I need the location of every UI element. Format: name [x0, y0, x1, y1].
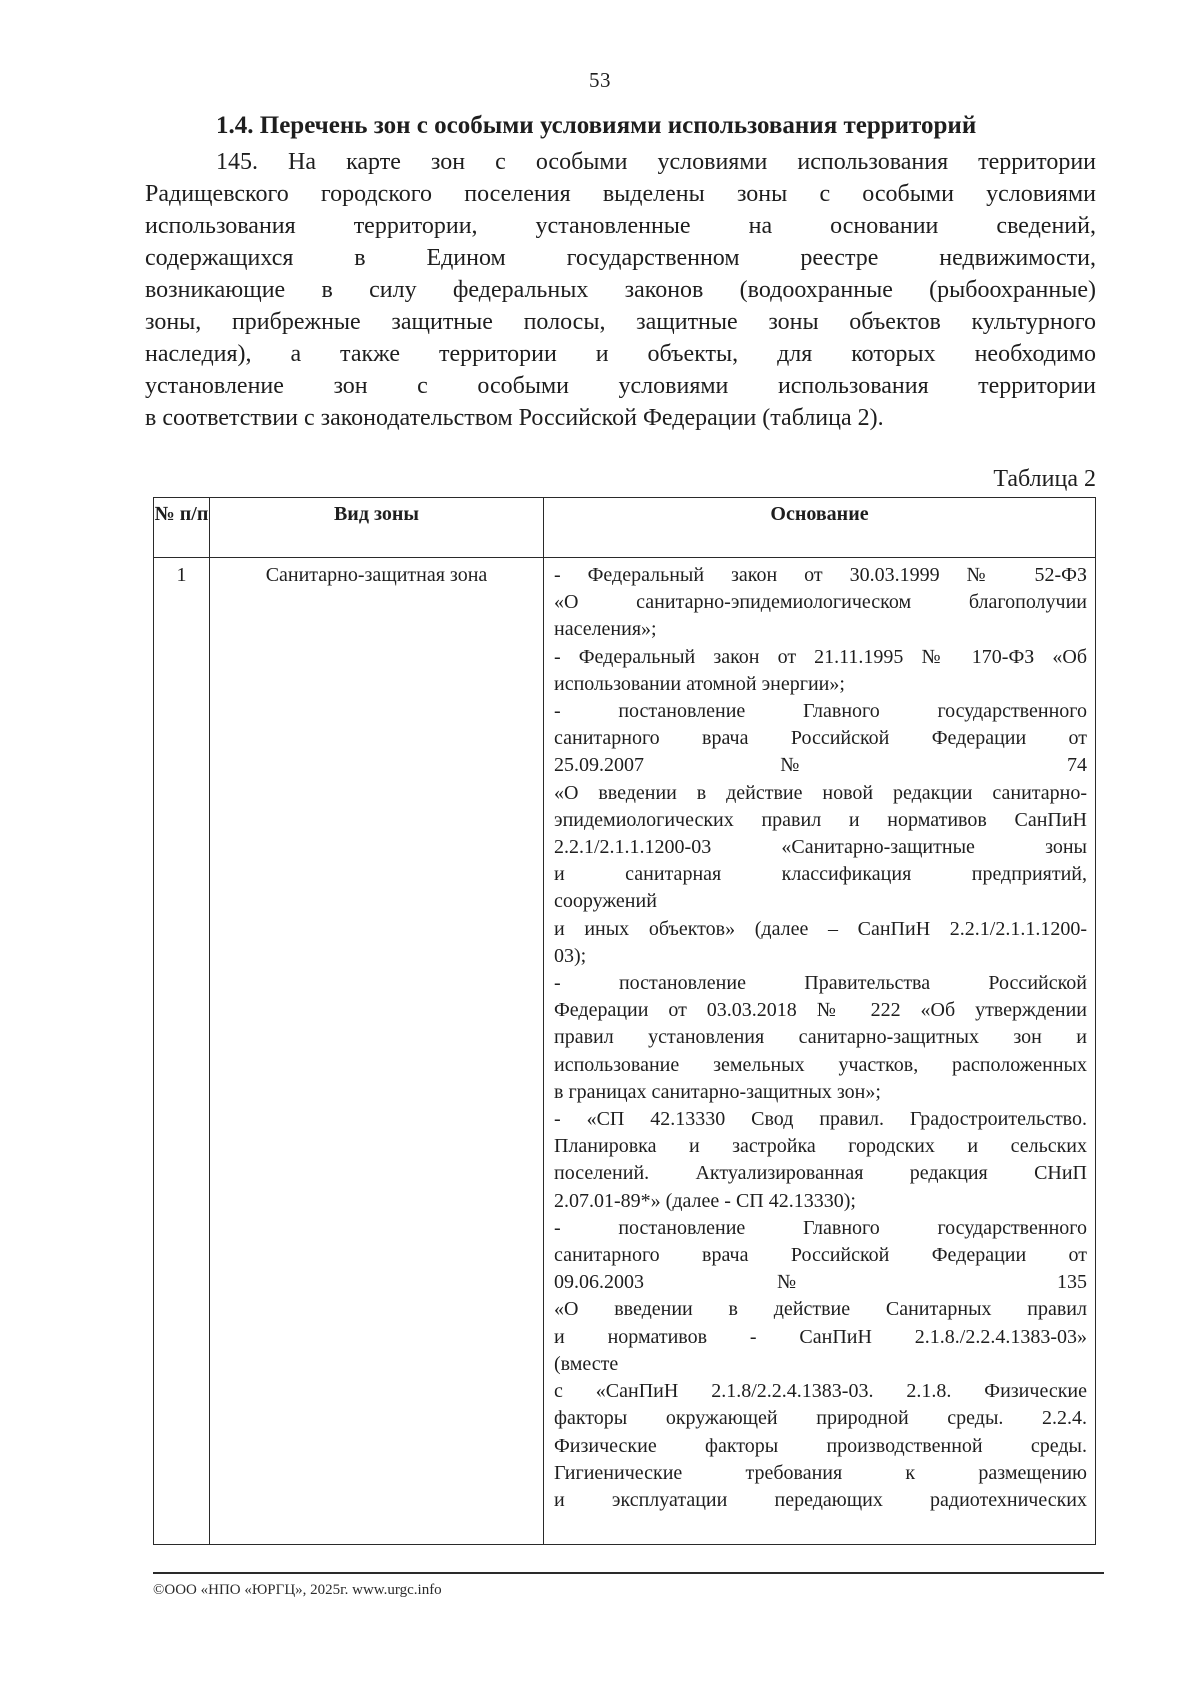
table-header-row — [154, 498, 1096, 558]
basis-line: эпидемиологических правил и нормативов СанПиН — [554, 808, 1087, 831]
basis-line: 2.2.1/2.1.1.1200-03 «Санитарно-защитные зоны — [554, 836, 1087, 859]
table-row — [154, 558, 1096, 1545]
paragraph-line: использования территории, установленные на основании сведений, — [145, 213, 1096, 239]
basis-line: - Федеральный закон от 30.03.1999 № 52-ФЗ — [554, 564, 1087, 586]
basis-line: населения»; — [554, 618, 657, 641]
basis-line: Гигиенические требования к размещению — [554, 1461, 1087, 1484]
basis-line: поселений. Актуализированная редакция СНиП — [554, 1162, 1087, 1185]
basis-line: - «СП 42.13330 Свод правил. Градостроительство. — [554, 1108, 1087, 1131]
basis-line: санитарного врача Российской Федерации от — [554, 727, 1087, 750]
basis-line: Планировка и застройка городских и сельских — [554, 1135, 1087, 1158]
basis-line: (вместе — [554, 1352, 619, 1375]
basis-line: «О санитарно-эпидемиологическом благополучии — [554, 591, 1087, 614]
basis-line: правил установления санитарно-защитных зон и — [554, 1026, 1087, 1049]
paragraph-line: в соответствии с законодательством Российской Федерации (таблица 2). — [145, 405, 884, 431]
footer-copyright: ©ООО «НПО «ЮРГЦ», 2025г. www.urgc.info — [153, 1582, 442, 1598]
basis-line: - постановление Главного государственного — [554, 700, 1087, 723]
basis-line: использовании атомной энергии»; — [554, 672, 845, 695]
row-zone-type: Санитарно-защитная зона — [210, 558, 544, 1545]
basis-line: - постановление Правительства Российской — [554, 972, 1087, 995]
paragraph-line: возникающие в силу федеральных законов (водоохранные (рыбоохранные) — [145, 277, 1096, 303]
section-title: 1.4. Перечень зон с особыми условиями использования территорий — [216, 112, 977, 139]
basis-line: использование земельных участков, расположенных — [554, 1053, 1087, 1076]
basis-line: 09.06.2003 № 135 — [554, 1271, 1087, 1294]
paragraph-line: установление зон с особыми условиями использования территории — [145, 373, 1096, 399]
basis-line: и иных объектов» (далее – СанПиН 2.2.1/2.1.1.1200- — [554, 917, 1087, 940]
basis-line: и нормативов - СанПиН 2.1.8./2.2.4.1383-03» — [554, 1325, 1087, 1348]
basis-line: в границах санитарно-защитных зон»; — [554, 1080, 881, 1103]
header-num: № п/п — [154, 498, 210, 558]
basis-line: Федерации от 03.03.2018 № 222 «Об утверждении — [554, 999, 1087, 1022]
row-basis — [544, 558, 1096, 1545]
page-number: 53 — [589, 68, 611, 92]
basis-line: 03); — [554, 944, 587, 967]
paragraph-line: наследия), а также территории и объекты, для которых необходимо — [145, 341, 1096, 367]
paragraph-line: зоны, прибрежные защитные полосы, защитные зоны объектов культурного — [145, 309, 1096, 335]
intro-paragraph — [145, 146, 1096, 434]
basis-line: «О введении в действие Санитарных правил — [554, 1298, 1087, 1321]
table-caption: Таблица 2 — [993, 466, 1096, 492]
header-basis: Основание — [544, 498, 1096, 558]
basis-line: - постановление Главного государственного — [554, 1216, 1087, 1239]
basis-line: «О введении в действие новой редакции санитарно- — [554, 781, 1087, 804]
footer-divider — [153, 1572, 1104, 1574]
basis-line: с «СанПиН 2.1.8/2.2.4.1383-03. 2.1.8. Физические — [554, 1380, 1087, 1403]
basis-line: факторы окружающей природной среды. 2.2.4. — [554, 1407, 1087, 1430]
zones-table — [153, 497, 1096, 1545]
basis-line: сооружений — [554, 890, 657, 913]
row-num: 1 — [154, 558, 210, 1545]
basis-line: 2.07.01-89*» (далее - СП 42.13330); — [554, 1189, 856, 1212]
basis-line: и санитарная классификация предприятий, — [554, 863, 1087, 886]
header-zone-type: Вид зоны — [210, 498, 544, 558]
basis-line: санитарного врача Российской Федерации от — [554, 1244, 1087, 1267]
paragraph-line: Радищевского городского поселения выделены зоны с особыми условиями — [145, 181, 1096, 207]
paragraph-line: 145. На карте зон с особыми условиями использования территории — [216, 149, 1096, 175]
basis-line: и эксплуатации передающих радиотехнических — [554, 1488, 1087, 1511]
paragraph-line: содержащихся в Едином государственном реестре недвижимости, — [145, 245, 1096, 271]
basis-line: 25.09.2007 № 74 — [554, 754, 1087, 777]
basis-line: - Федеральный закон от 21.11.1995 № 170-ФЗ «Об — [554, 645, 1087, 668]
basis-line: Физические факторы производственной среды. — [554, 1434, 1087, 1457]
